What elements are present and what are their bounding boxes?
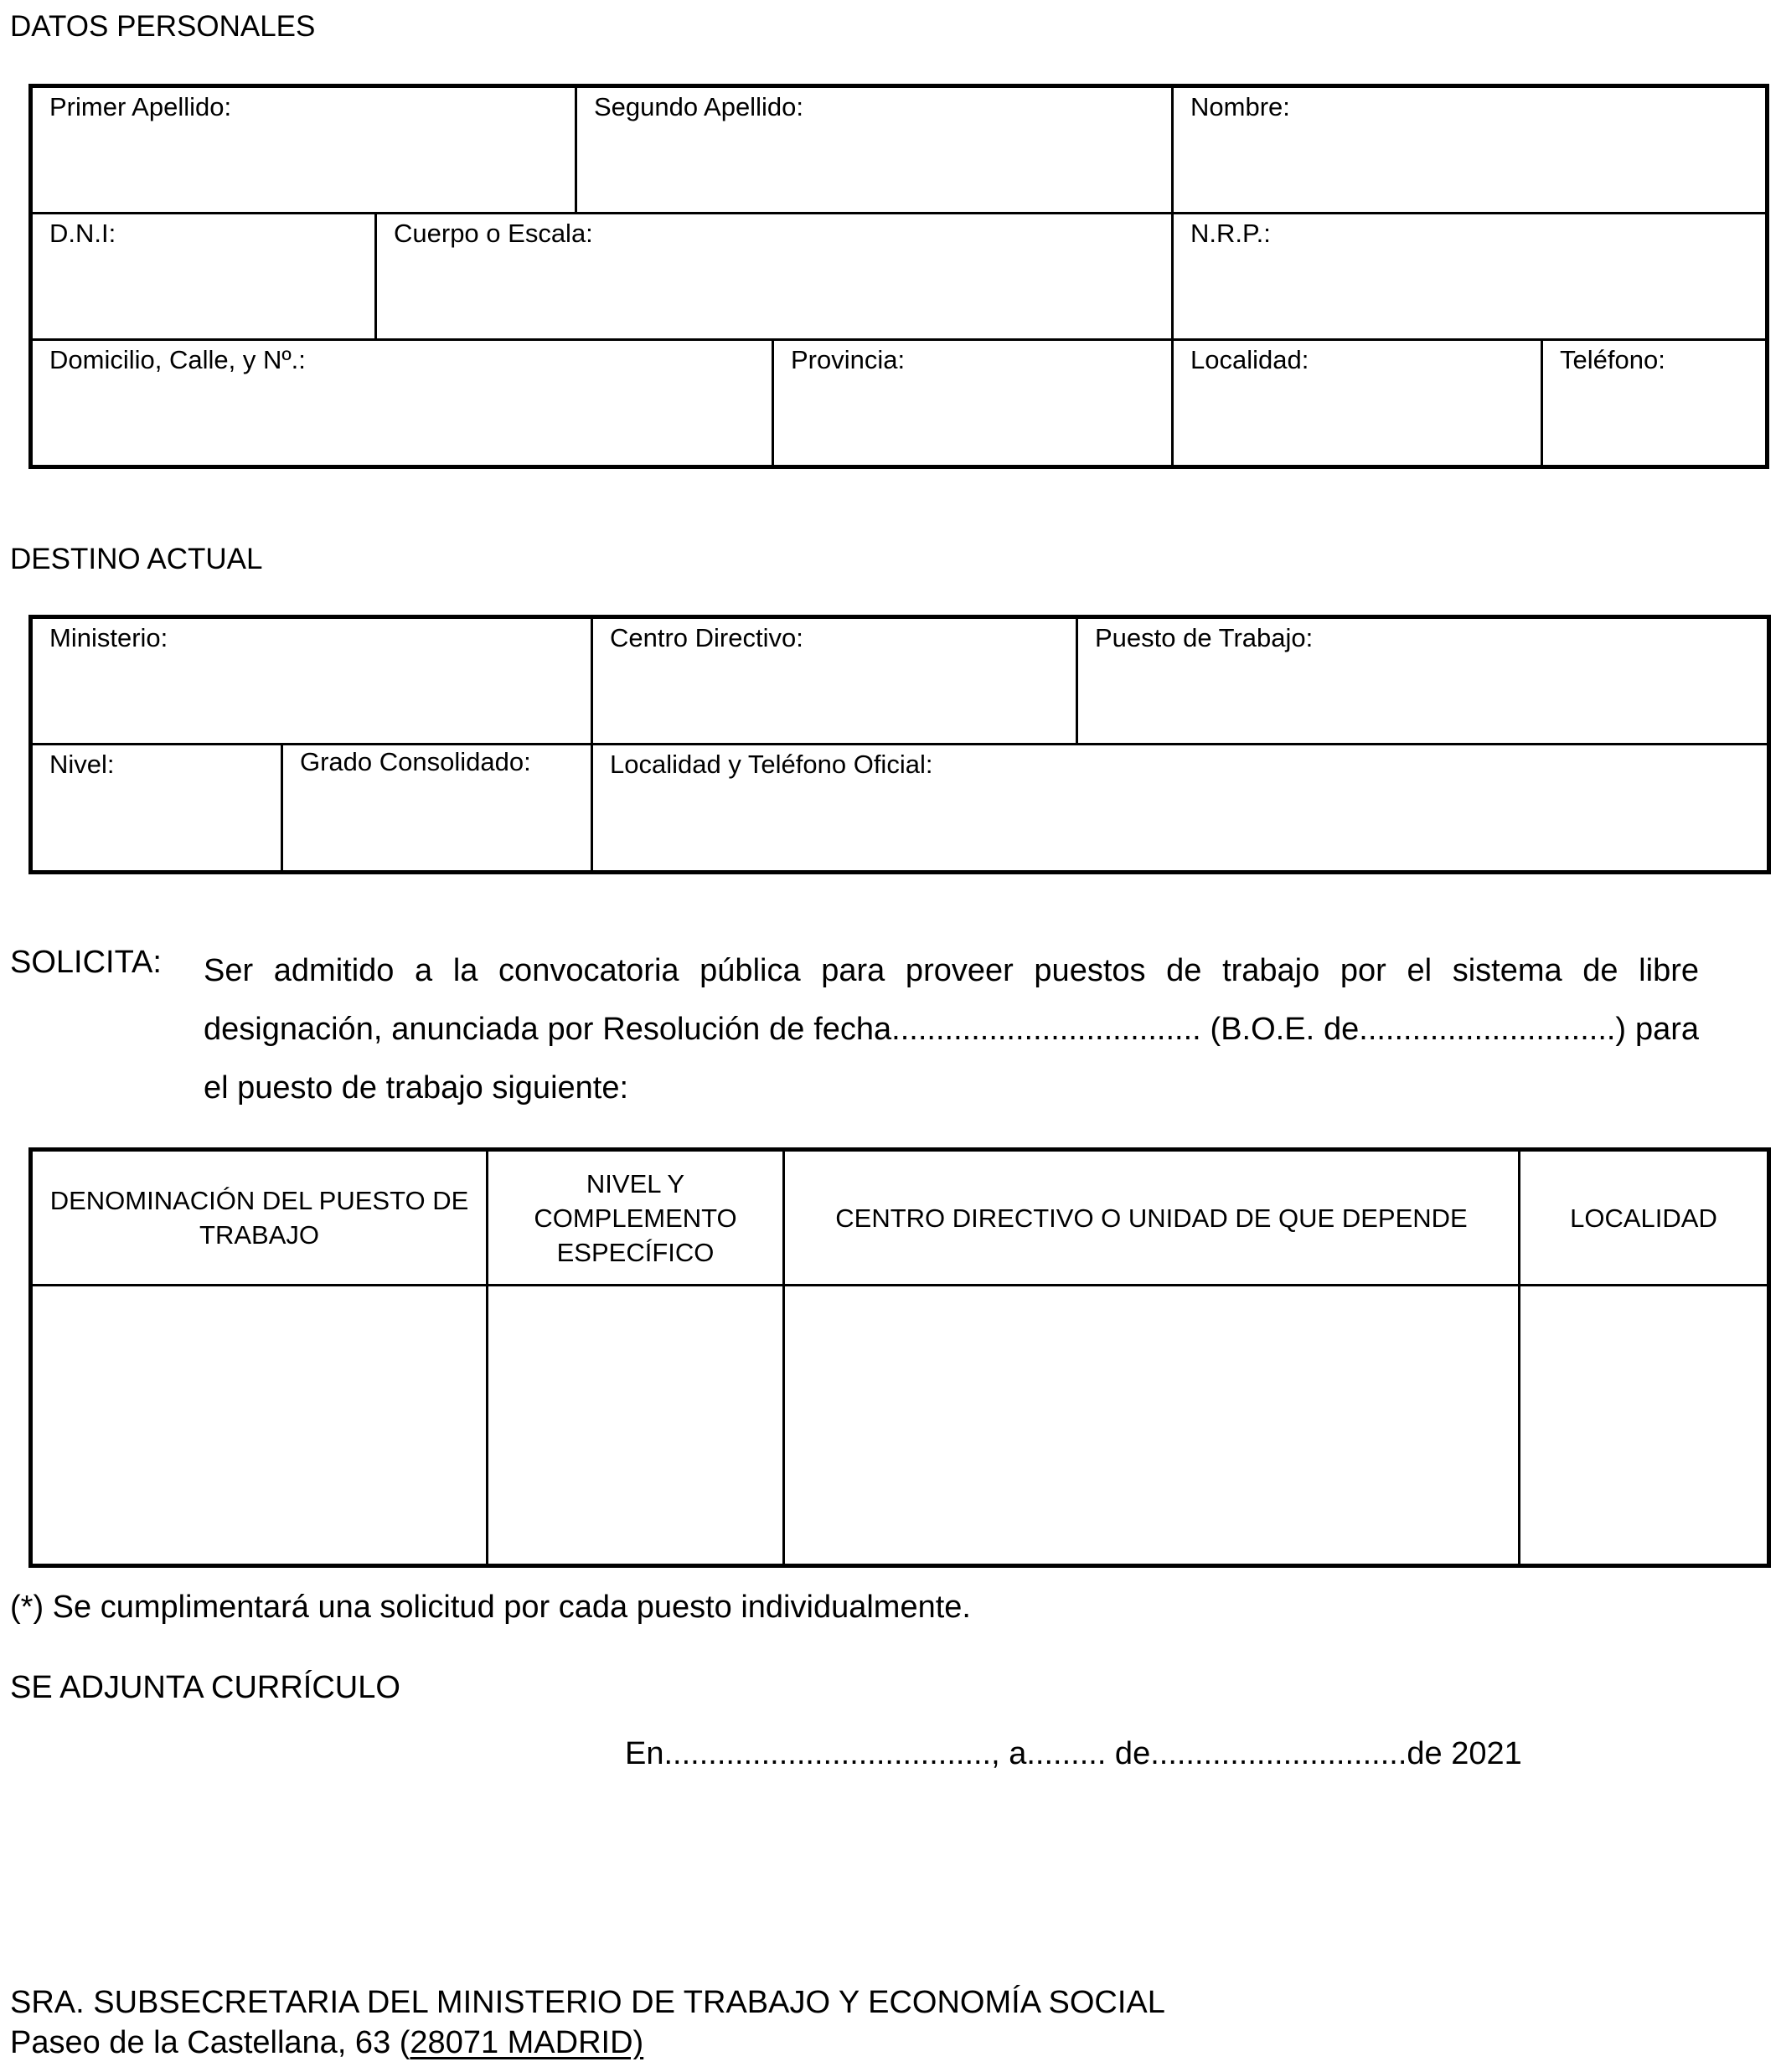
fecha-line: En....................................., a......... de.............................de 2021 [625,1736,1522,1771]
primer-apellido-field[interactable] [33,88,575,212]
header-nivel-complemento: NIVEL Y COMPLEMENTO ESPECÍFICO [534,1168,737,1267]
nivel-label: Nivel: [49,750,115,779]
cuerpo-escala-field[interactable] [377,214,1171,338]
ministerio-field[interactable] [33,619,591,743]
ministerio-label: Ministerio: [49,623,168,652]
localidad-telefono-label: Localidad y Teléfono Oficial: [610,750,933,779]
adjunta-curriculo: SE ADJUNTA CURRÍCULO [10,1670,400,1705]
datos-personales-title: DATOS PERSONALES [10,10,316,43]
destinatario-address: Paseo de la Castellana, 63 ( [10,2025,410,2060]
datos-personales-table [28,84,1769,469]
primer-apellido-label: Primer Apellido: [49,92,232,121]
grado-consolidado-field[interactable] [283,745,591,870]
nrp-field[interactable] [1174,214,1765,338]
destinatario-line1: SRA. SUBSECRETARIA DEL MINISTERIO DE TRABAJO Y ECONOMÍA SOCIAL [10,1985,1165,2020]
destinatario-postal: 28071 MADRID) [410,2025,644,2060]
nrp-label: N.R.P.: [1190,219,1271,248]
provincia-label: Provincia: [791,345,906,374]
nombre-field[interactable] [1174,88,1765,212]
domicilio-field[interactable] [33,341,772,466]
dni-field[interactable] [33,214,374,338]
localidad-label: Localidad: [1190,345,1309,374]
telefono-label: Teléfono: [1560,345,1665,374]
dni-label: D.N.I: [49,219,116,248]
puesto-trabajo-label: Puesto de Trabajo: [1095,623,1314,652]
nivel-field[interactable] [33,745,281,870]
cuerpo-escala-label: Cuerpo o Escala: [394,219,593,248]
header-localidad: LOCALIDAD [1570,1203,1717,1233]
destino-actual-table [28,615,1771,874]
cell-denominacion[interactable] [33,1286,486,1564]
centro-directivo-label: Centro Directivo: [610,623,803,652]
puesto-trabajo-field[interactable] [1078,619,1767,743]
header-denominacion: DENOMINACIÓN DEL PUESTO DE TRABAJO [49,1186,469,1250]
cell-centro-directivo[interactable] [785,1286,1518,1564]
localidad-field[interactable] [1174,341,1541,466]
puestos-table [28,1147,1771,1568]
solicita-text: Ser admitido a la convocatoria pública para proveer puestos de trabajo por el sistema de libre designación, anunciada por Resolución de fecha................................... (B.O.E. de.............................) para el puesto de trabajo siguiente: [204,953,1699,1106]
segundo-apellido-label: Segundo Apellido: [594,92,803,121]
nombre-label: Nombre: [1190,92,1290,121]
provincia-field[interactable] [774,341,1171,466]
solicita-label: SOLICITA: [10,945,162,980]
localidad-telefono-field[interactable] [593,745,1767,870]
destinatario-line2 [10,2025,643,2061]
grado-consolidado-label: Grado Consolidado: [300,747,531,776]
header-centro-directivo: CENTRO DIRECTIVO O UNIDAD DE QUE DEPENDE [835,1203,1468,1233]
domicilio-label: Domicilio, Calle, y Nº.: [49,345,306,374]
segundo-apellido-field[interactable] [577,88,1171,212]
footnote: (*) Se cumplimentará una solicitud por cada puesto individualmente. [10,1590,971,1625]
centro-directivo-field[interactable] [593,619,1076,743]
cell-localidad[interactable] [1520,1286,1767,1564]
destino-actual-title: DESTINO ACTUAL [10,543,263,575]
cell-nivel-complemento[interactable] [488,1286,782,1564]
telefono-field[interactable] [1543,341,1765,466]
